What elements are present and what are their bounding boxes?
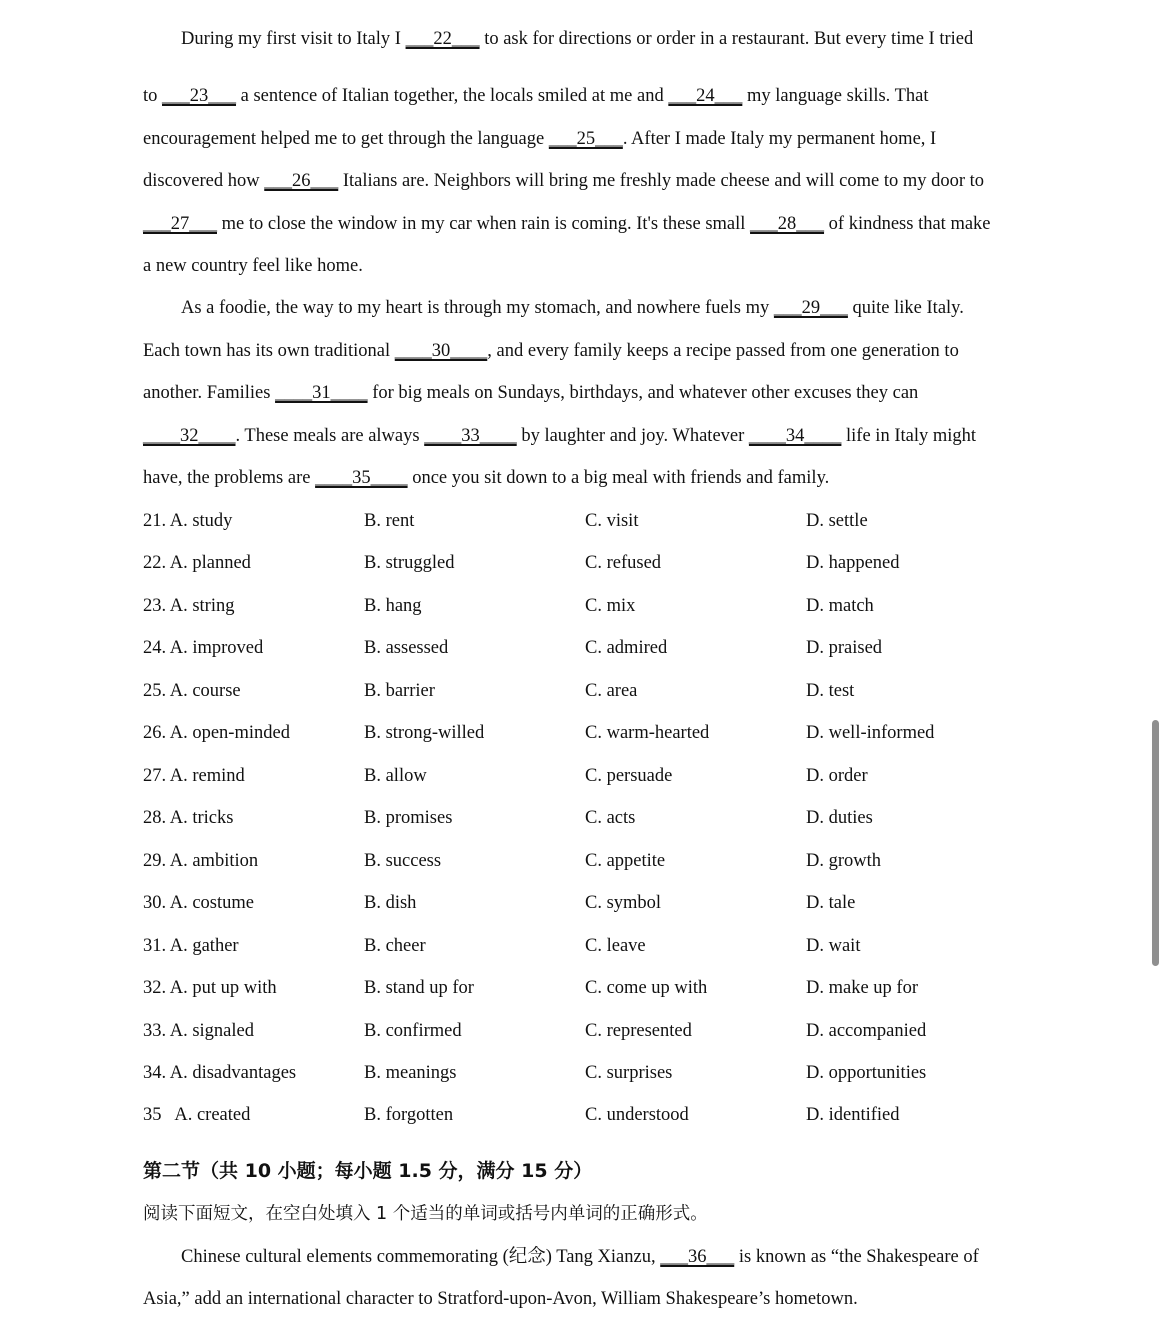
option-28-b: B. promises [364,808,453,828]
passage3-line-2: Asia,” add an international character to Stratford-upon-Avon, William Shakespeare’s hometown. [143,1289,858,1309]
question-35-options [143,1103,1043,1127]
question-34-options [143,1061,1043,1085]
option-26-a: 26. A. open-minded [143,723,290,743]
option-29-a: 29. A. ambition [143,851,259,871]
option-27-b: B. allow [364,766,427,786]
option-30-c: C. symbol [585,893,662,913]
question-23-options [143,594,1043,618]
option-23-a: 23. A. string [143,596,235,616]
option-34-a: 34. A. disadvantages [143,1063,297,1083]
option-25-a: 25. A. course [143,681,241,701]
question-32-options [143,976,1043,1000]
option-30-b: B. dish [364,893,417,913]
option-21-b: B. rent [364,511,415,531]
option-24-c: C. admired [585,638,668,658]
option-34-b: B. meanings [364,1063,457,1083]
blank-22: ___22___ [405,29,480,49]
option-26-c: C. warm-hearted [585,723,710,743]
option-35-d: D. identified [806,1105,900,1125]
vertical-scrollbar[interactable] [1152,720,1159,966]
option-33-b: B. confirmed [364,1021,462,1041]
passage1-line-3: encouragement helped me to get through the language ___25___. After I made Italy my permanent home, I [143,129,937,149]
option-32-b: B. stand up for [364,978,474,998]
question-22-options [143,551,1043,575]
passage2-line-3: another. Families ____31____ for big meals on Sundays, birthdays, and whatever other excuses they can [143,383,919,403]
passage1-line-2: to ___23___ a sentence of Italian together, the locals smiled at me and ___24___ my language skills. That [143,86,929,106]
blank-32: ____32____ [143,426,236,446]
passage1-line-1: During my first visit to Italy I ___22___ to ask for directions or order in a restaurant. But every time I tried [181,29,974,49]
option-29-c: C. appetite [585,851,666,871]
passage2-line-1: As a foodie, the way to my heart is through my stomach, and nowhere fuels my ___29___ quite like Italy. [181,298,964,318]
option-21-d: D. settle [806,511,868,531]
option-24-a: 24. A. improved [143,638,264,658]
blank-28: ___28___ [750,214,825,234]
option-24-d: D. praised [806,638,883,658]
option-33-a: 33. A. signaled [143,1021,254,1041]
option-23-c: C. mix [585,596,636,616]
question-33-options [143,1019,1043,1043]
option-22-d: D. happened [806,553,900,573]
option-31-b: B. cheer [364,936,426,956]
option-21-c: C. visit [585,511,639,531]
option-26-d: D. well-informed [806,723,935,743]
blank-23: ___23___ [162,86,237,106]
option-22-a: 22. A. planned [143,553,251,573]
blank-26: ___26___ [264,171,339,191]
option-35-a: 35 A. created [143,1105,251,1125]
option-34-c: C. surprises [585,1063,673,1083]
passage2-line-2: Each town has its own traditional ____30____, and every family keeps a recipe passed from one generation to [143,341,959,361]
question-21-options [143,509,1043,533]
passage1-line-5: ___27___ me to close the window in my car when rain is coming. It's these small ___28___ of kindness that make [143,214,991,234]
passage1-line-6: a new country feel like home. [143,256,363,276]
option-32-a: 32. A. put up with [143,978,277,998]
blank-36: ___36___ [660,1247,735,1267]
question-27-options [143,764,1043,788]
option-22-b: B. struggled [364,553,455,573]
option-27-c: C. persuade [585,766,673,786]
question-31-options [143,934,1043,958]
option-27-a: 27. A. remind [143,766,245,786]
section-2-title: 第二节（共 10 小题；每小题 1.5 分，满分 15 分） [143,1160,593,1182]
blank-25: ___25___ [548,129,623,149]
option-25-d: D. test [806,681,855,701]
option-34-d: D. opportunities [806,1063,927,1083]
option-31-d: D. wait [806,936,861,956]
option-23-d: D. match [806,596,874,616]
question-29-options [143,849,1043,873]
blank-27: ___27___ [143,214,217,234]
passage2-line-5: have, the problems are ____35____ once you sit down to a big meal with friends and family. [143,468,830,488]
passage2-line-4: ____32____. These meals are always ____33____ by laughter and joy. Whatever ____34____ life in Italy might [143,426,977,446]
passage1-line-4: discovered how ___26___ Italians are. Neighbors will bring me freshly made cheese and will come to my door to [143,171,985,191]
option-32-d: D. make up for [806,978,918,998]
option-22-c: C. refused [585,553,662,573]
option-33-c: C. represented [585,1021,692,1041]
option-29-b: B. success [364,851,442,871]
option-30-d: D. tale [806,893,856,913]
option-21-a: 21. A. study [143,511,233,531]
option-31-c: C. leave [585,936,646,956]
question-24-options [143,636,1043,660]
option-25-c: C. area [585,681,638,701]
option-26-b: B. strong-willed [364,723,485,743]
option-27-d: D. order [806,766,868,786]
blank-33: ____33____ [424,426,517,446]
blank-35: ____35____ [315,468,408,488]
option-33-d: D. accompanied [806,1021,927,1041]
option-32-c: C. come up with [585,978,708,998]
option-23-b: B. hang [364,596,422,616]
option-31-a: 31. A. gather [143,936,239,956]
option-28-d: D. duties [806,808,873,828]
option-25-b: B. barrier [364,681,435,701]
blank-24: ___24___ [668,86,743,106]
option-35-c: C. understood [585,1105,689,1125]
option-24-b: B. assessed [364,638,449,658]
option-35-b: B. forgotten [364,1105,454,1125]
option-28-a: 28. A. tricks [143,808,234,828]
question-30-options [143,891,1043,915]
option-28-c: C. acts [585,808,636,828]
blank-31: ____31____ [275,383,368,403]
section-2-instruction: 阅读下面短文，在空白处填入 1 个适当的单词或括号内单词的正确形式。 [143,1204,708,1224]
question-25-options [143,679,1043,703]
blank-34: ____34____ [748,426,842,446]
option-30-a: 30. A. costume [143,893,254,913]
question-28-options [143,806,1043,830]
blank-29: ___29___ [773,298,848,318]
blank-30: ____30____ [394,341,488,361]
question-26-options [143,721,1043,745]
passage3-line-1: Chinese cultural elements commemorating (纪念) Tang Xianzu, ___36___ is known as “the Shakespeare of [181,1247,979,1267]
option-29-d: D. growth [806,851,882,871]
